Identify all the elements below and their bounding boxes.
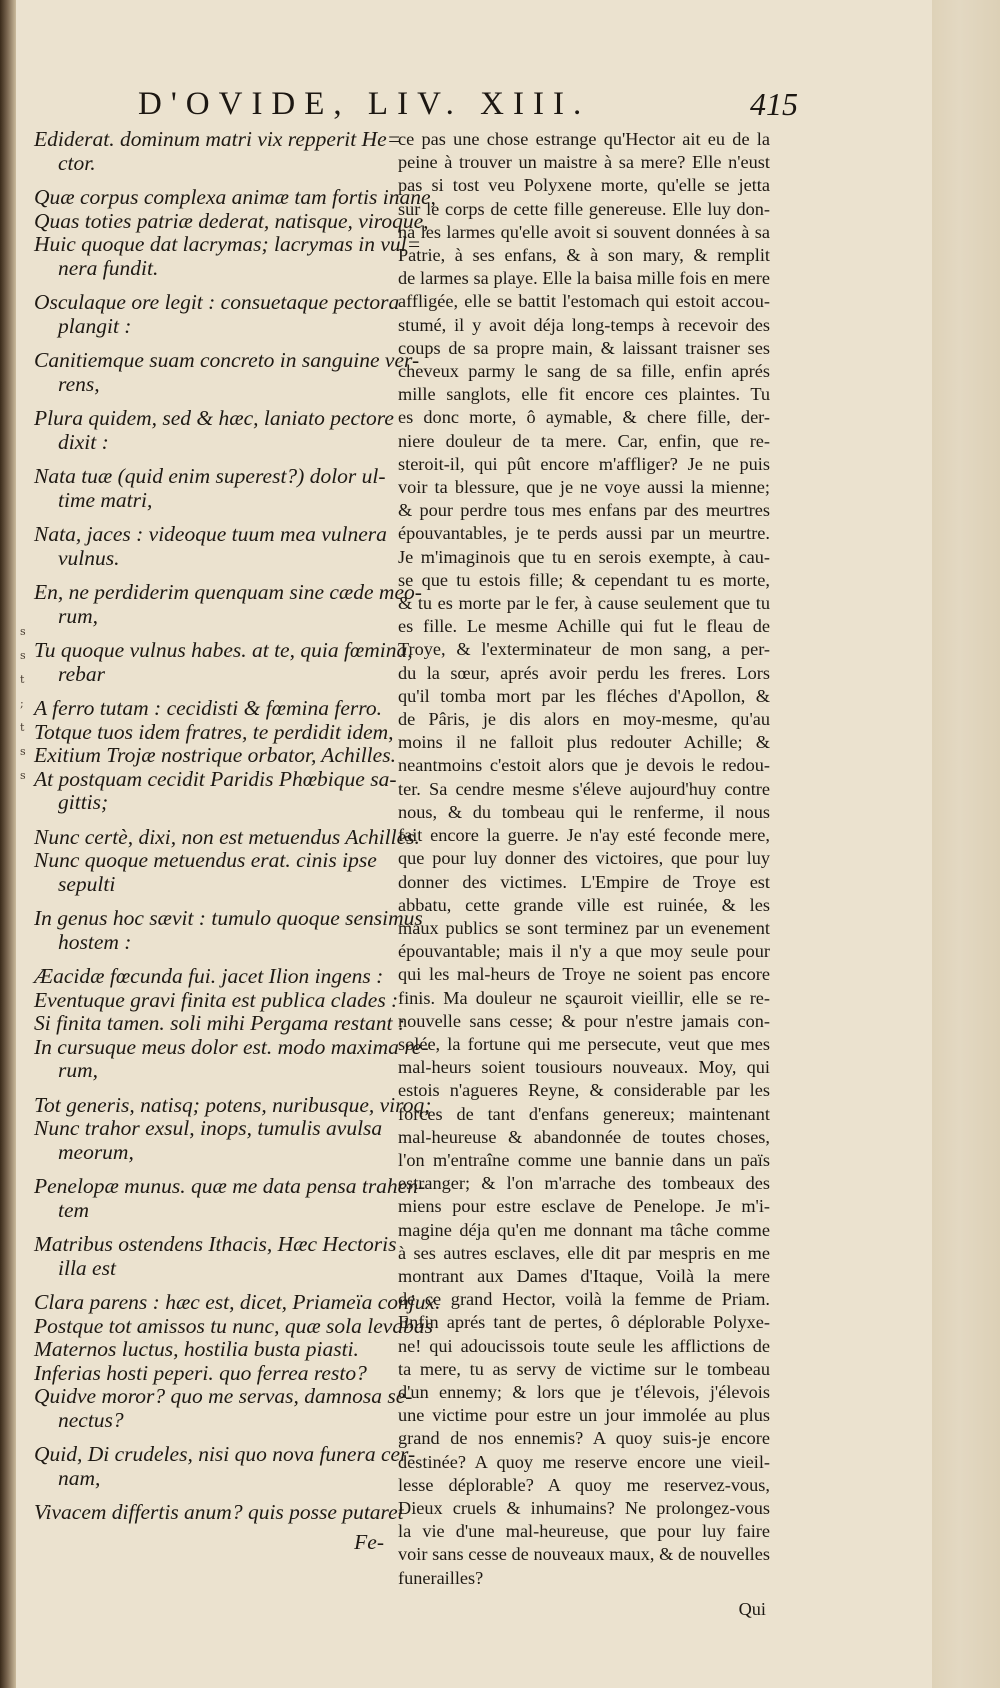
french-text-line: funerailles?	[398, 1567, 484, 1588]
french-text-line: estois n'agueres Reyne, & considerable par les	[398, 1080, 770, 1101]
page-edge	[932, 0, 1000, 1688]
french-text-line: grand de nos ennemis? A quoy suis-je encore	[398, 1428, 770, 1449]
french-text-line: cheveux parmy le sang de sa fille, enfin aprés	[398, 361, 770, 382]
latin-verse-line: Exitium Trojæ nostrique orbator, Achilles.	[34, 743, 396, 767]
latin-verse-line: nam,	[58, 1465, 101, 1490]
latin-verse-line: nectus?	[58, 1407, 124, 1432]
french-text-line: forces de tant d'enfans genereux; maintenant	[398, 1103, 770, 1124]
french-text-line: de larmes sa playe. Elle la baisa mille fois en mere	[398, 268, 770, 289]
french-text-line: qui les mal-heurs de Troye ne soient pas encore	[398, 964, 770, 985]
latin-verse-line: A ferro tutam : cecidisti & fœmina ferro.	[34, 696, 382, 720]
french-text-line: mal-heurs soient tousiours nouveaux. Moy, qui	[398, 1057, 770, 1078]
french-text-line: à ses autres esclaves, elle dit par mespris en me	[398, 1242, 770, 1263]
page-number: 415	[750, 86, 798, 122]
french-text-line: na les larmes qu'elle avoit si souvent données à sa	[398, 221, 770, 242]
french-text-line: steroit-il, qui pût encore m'affliger? Je ne puis	[398, 453, 770, 474]
french-text-line: es fille. Le mesme Achille qui fut le fleau de	[398, 616, 770, 637]
french-text-line: de ce grand Hector, voilà la femme de Priam.	[398, 1289, 770, 1310]
french-text-line: magine déja qu'en me donnant ma tâche comme	[398, 1219, 770, 1240]
french-text-line: l'on m'entraîne comme une bannie dans un païs	[398, 1149, 770, 1170]
latin-verse-column	[34, 127, 441, 1554]
latin-verse-line: In cursuque meus dolor est. modo maxima re-	[34, 1034, 429, 1059]
french-text-line: se que tu estois fille; & cependant tu es morte,	[398, 569, 770, 590]
french-text-line: solée, la fortune qui me persecute, veut que mes	[398, 1033, 770, 1054]
french-text-line: destinée? A quoy me reserve encore une vieil-	[398, 1451, 770, 1472]
margin-mark: ;	[20, 697, 24, 710]
margin-marks	[20, 620, 34, 788]
latin-verse-line: Tu quoque vulnus habes. at te, quia fœmina,	[34, 638, 413, 662]
book-gutter-shadow	[0, 0, 16, 1688]
latin-verse-line: Huic quoque dat lacrymas; lacrymas in vul=	[34, 232, 422, 256]
latin-verse-line: Clara parens : hæc est, dicet, Priameïa conjux.	[34, 1290, 441, 1314]
latin-verse-line: tem	[58, 1197, 90, 1222]
running-title: D'OVIDE, LIV. XIII.	[138, 86, 591, 122]
latin-verse-line: In genus hoc sævit : tumulo quoque sensimus	[34, 906, 423, 930]
latin-verse-line: ctor.	[58, 150, 96, 175]
latin-verse-line: dixit :	[58, 429, 109, 454]
french-text-line: voir sans cesse de nouveaux maux, & de nouvelles	[398, 1544, 770, 1565]
latin-verse-line: gittis;	[58, 790, 109, 814]
latin-verse-line: rens,	[58, 371, 100, 396]
catchword: Qui	[738, 1598, 766, 1619]
french-prose-column	[398, 128, 770, 1621]
french-text-line: coups de sa propre main, & laissant traisner ses	[398, 337, 770, 358]
french-text-line: stumé, il y avoit déja long-temps à recevoir des	[398, 314, 770, 335]
latin-verse-line: Nunc certè, dixi, non est metuendus Achilles.	[34, 824, 420, 849]
french-text-line: es donc morte, ô aymable, & chere fille, der-	[398, 407, 770, 428]
margin-mark: t	[20, 673, 25, 686]
french-text-line: épouvantable; mais il n'y a que moy seule pour	[398, 941, 770, 962]
french-text-line: ne! qui adoucissois toute seule les afflictions de	[398, 1335, 770, 1356]
latin-verse-line: rum,	[58, 603, 99, 628]
latin-verse-line: Penelopæ munus. quæ me data pensa trahen-	[34, 1174, 426, 1198]
french-text-line: peine à trouver un maistre à sa mere? Elle n'eust	[398, 152, 770, 173]
latin-verse-line: Si finita tamen. soli mihi Pergama restant :	[34, 1011, 406, 1035]
latin-verse-line: sepulti	[58, 871, 116, 896]
latin-verse-line: Eventuque gravi finita est publica clades :	[34, 987, 399, 1012]
french-text-line: sur le corps de cette fille genereuse. Elle luy don-	[398, 198, 770, 219]
french-text-line: voir ta blessure, que je ne voye aussi la mienne;	[398, 477, 770, 498]
french-text-line: nouvelle sans cesse; & pour n'estre jamais con-	[398, 1010, 770, 1031]
french-text-line: Je m'imaginois que tu en serois exempte, à cau-	[398, 546, 770, 567]
french-text-line: Patrie, à ses enfans, & à son mary, & remplit	[398, 245, 770, 266]
running-header	[138, 86, 798, 130]
french-text-line: une victime pour estre un jour immolée au plus	[398, 1405, 770, 1426]
latin-verse-line: Nata, jaces : videoque tuum mea vulnera	[34, 522, 387, 546]
french-text-line: abbatu, cette grande ville est ruinée, & les	[398, 894, 770, 915]
french-text-line: de Pâris, je dis alors en moy-mesme, qu'au	[398, 709, 770, 730]
french-text-line: maux publics se sont terminez par un evenement	[398, 917, 770, 938]
latin-verse-line: illa est	[58, 1255, 116, 1280]
latin-verse-line: Osculaque ore legit : consuetaque pectora	[34, 290, 400, 314]
latin-verse-line: Canitiemque suam concreto in sanguine ver-	[34, 348, 420, 372]
latin-verse-line: hostem :	[58, 929, 132, 954]
french-text-line: & pour perdre tous mes enfans par des meurtres	[398, 500, 770, 521]
french-text-line: Enfin aprés tant de pertes, ô déplorable Polyxe-	[398, 1312, 770, 1333]
french-text-line: mal-heureuse & abandonnée de toutes choses,	[398, 1126, 770, 1147]
latin-verse-line: nera fundit.	[58, 255, 159, 280]
french-text-line: affligée, elle se battit l'estomach qui estoit accou-	[398, 291, 770, 312]
latin-verse-line: Quas toties patriæ dederat, natisque, viroque,	[34, 208, 429, 233]
latin-verse-line: Plura quidem, sed & hæc, laniato pectore	[34, 406, 394, 430]
latin-verse-line: Matribus ostendens Ithacis, Hæc Hectoris	[34, 1232, 397, 1256]
french-text-line: lesse déplorable? A quoy me reservez-vous,	[398, 1474, 770, 1495]
french-text-line: finis. Ma douleur ne sçauroit vieillir, elle se re-	[398, 987, 770, 1008]
french-text-line: nous, & du tombeau qui le renferme, il nous	[398, 801, 770, 822]
latin-verse-line: At postquam cecidit Paridis Phœbique sa-	[34, 766, 397, 791]
latin-verse-line: vulnus.	[58, 545, 120, 570]
french-text-line: ter. Sa cendre mesme s'éleve aujourd'huy contre	[398, 778, 770, 799]
french-text-line: ta mere, tu as servy de victime sur le tombeau	[398, 1358, 770, 1379]
french-text-line: donner des victimes. L'Empire de Troye est	[398, 871, 770, 892]
french-text-line: Dieux cruels & inhumains? Ne prolongez-vous	[398, 1497, 770, 1518]
margin-mark: t	[20, 721, 25, 734]
latin-verse-line: Nata tuæ (quid enim superest?) dolor ul-	[34, 464, 386, 488]
french-text-line: neantmoins c'estoit alors que je devois le redou-	[398, 755, 770, 776]
french-text-line: Troye, & l'exterminateur de mon sang, a per-	[398, 639, 770, 660]
margin-mark: s	[20, 769, 26, 782]
latin-verse-line: Fe-	[354, 1529, 384, 1554]
latin-verse-line: Quid, Di crudeles, nisi quo nova funera cer-	[34, 1442, 416, 1466]
margin-mark: s	[20, 745, 26, 758]
french-text-line: qu'il tomba mort par les fléches d'Apollon, &	[398, 685, 770, 706]
margin-mark: s	[20, 649, 26, 662]
french-text-line: ce pas une chose estrange qu'Hector ait eu de la	[398, 129, 770, 149]
latin-verse-line: Ediderat. dominum matri vix repperit He=	[34, 127, 402, 151]
french-text-line: du la sœur, aprés avoir perdu les freres. Lors	[398, 662, 770, 683]
latin-verse-line: En, ne perdiderim quenquam sine cæde meo-	[34, 580, 422, 604]
french-text-line: que pour luy donner des victoires, que pour luy	[398, 848, 770, 869]
latin-verse-line: Postque tot amissos tu nunc, quæ sola levabas	[34, 1313, 433, 1338]
latin-verse-line: Quæ corpus complexa animæ tam fortis inane,	[34, 185, 436, 209]
french-text-line: pas si tost veu Polyxene morte, qu'elle se jetta	[398, 175, 770, 196]
french-text-line: moins il ne falloit plus redouter Achille; &	[398, 732, 770, 753]
french-text-line: d'un ennemy; & lors que je t'élevois, j'élevois	[398, 1381, 770, 1402]
latin-verse-line: Quidve moror? quo me servas, damnosa se-	[34, 1384, 413, 1408]
latin-verse-line: Inferias hosti peperi. quo ferrea resto?	[34, 1360, 367, 1385]
latin-verse-line: rebar	[58, 661, 105, 686]
french-text-line: & tu es morte par le fer, à cause seulement que tu	[398, 593, 770, 614]
french-text-line: miens pour estre esclave de Penelope. Je m'i-	[398, 1196, 770, 1217]
french-text-line: montrant aux Dames d'Itaque, Voilà la mere	[398, 1265, 770, 1286]
margin-mark: s	[20, 625, 26, 638]
latin-verse-line: plangit :	[58, 313, 132, 338]
latin-verse-line: Totque tuos idem fratres, te perdidit idem,	[34, 719, 394, 744]
latin-verse-line: Nunc trahor exsul, inops, tumulis avulsa	[34, 1116, 383, 1140]
french-text-line: niere douleur de ta mere. Car, enfin, que re-	[398, 430, 770, 451]
latin-verse-line: Tot generis, natisq; potens, nuribusque, viroq;	[34, 1092, 432, 1117]
french-text-line: fait encore la guerre. Je n'ay esté feconde mere,	[398, 825, 770, 846]
latin-verse-line: Maternos luctus, hostilia busta piasti.	[34, 1337, 359, 1361]
latin-verse-line: meorum,	[58, 1139, 134, 1164]
latin-verse-line: time matri,	[58, 487, 153, 512]
latin-verse-line: Nunc quoque metuendus erat. cinis ipse	[34, 848, 377, 872]
latin-verse-line: Vivacem differtis anum? quis posse putaret	[34, 1500, 404, 1524]
french-text-line: estranger; & l'on m'arrache des tombeaux des	[398, 1173, 770, 1194]
french-text-line: la vie d'une mal-heureuse, que pour luy faire	[398, 1521, 770, 1542]
latin-verse-line: rum,	[58, 1058, 99, 1082]
latin-verse-line: Æacidæ fœcunda fui. jacet Ilion ingens :	[34, 964, 384, 988]
french-text-line: mille sanglots, elle fit encore ces plaintes. Tu	[398, 384, 770, 405]
french-text-line: épouvantables, je te perds aussi par un meurtre.	[398, 523, 770, 544]
